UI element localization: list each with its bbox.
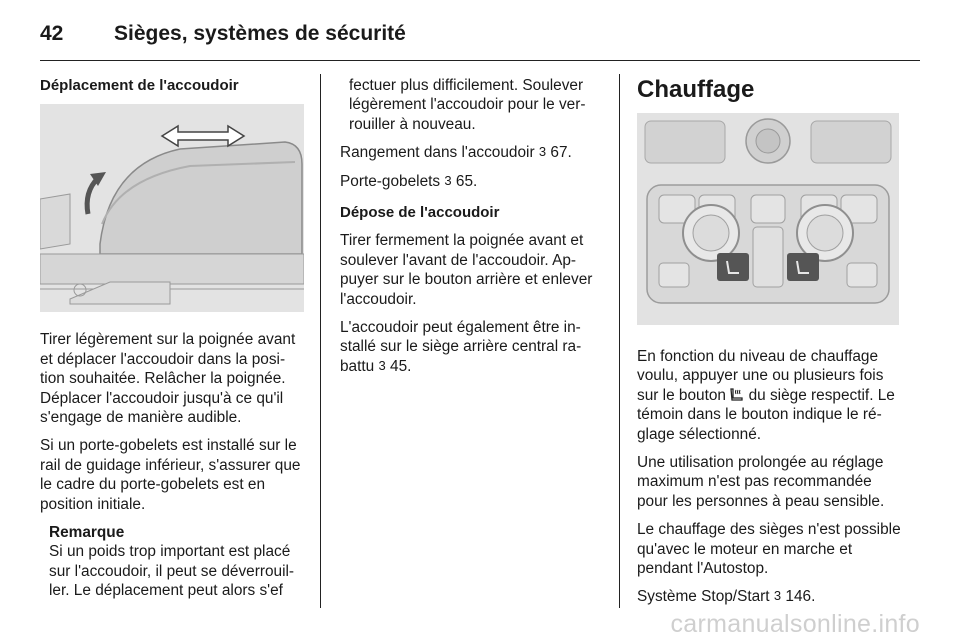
seat-heat-icon (730, 388, 744, 402)
page-header (40, 18, 920, 58)
reference-page: 65. (455, 172, 478, 190)
armrest-illustration (40, 104, 304, 312)
heating-paragraph-1 (637, 347, 903, 444)
note-text: Si un poids trop important est placé sur l'accoudoir, il peut se déverrouiller. Le déplacement peut alors s'ef (49, 543, 295, 600)
page-title: Sièges, systèmes de sécurité (114, 22, 406, 45)
heating-paragraph-1-text-a: En fonction du niveau de chauffage voulu, appuyer une ou plusieurs fois sur le bouton (637, 348, 884, 404)
note-title: Remarque (49, 524, 125, 542)
reference-storage (340, 143, 606, 162)
page-ref-icon: 3 (378, 357, 386, 373)
heater-panel-illustration (637, 113, 899, 325)
header-divider (40, 60, 920, 61)
page-ref-icon: 3 (773, 588, 782, 604)
reference-stop-start (637, 587, 903, 606)
reference-text: Système Stop/Start (637, 588, 770, 606)
heating-paragraph-3: Le chauffage des sièges n'est possible qu'avec le moteur en marche et pendant l'Autostop. (637, 521, 901, 578)
watermark: carmanualsonline.info (670, 610, 920, 638)
note-block (40, 523, 304, 601)
column-divider-2 (619, 74, 620, 608)
removal-paragraph-1: Tirer fermement la poignée avant et soulever l'avant de l'accoudoir. Appuyer sur le bouton arrière et enlever l'accoudoir. (340, 232, 593, 308)
armrest-paragraph-1: Tirer légèrement sur la poignée avant et déplacer l'accoudoir dans la position souhaitée. Relâcher la poignée. Déplacer l'accoudoir jusqu'à ce qu'il s'engage de manière audible. (40, 331, 296, 427)
column-3 (637, 76, 903, 616)
armrest-paragraph-2: Si un porte-gobelets est installé sur le rail de guidage inférieur, s'assurer que le cadre du porte-gobelets est en position initiale. (40, 437, 301, 513)
reference-cupholders (340, 172, 606, 191)
removal-paragraph-2 (340, 318, 606, 376)
reference-page: 67. (550, 144, 572, 162)
reference-page: 146. (785, 588, 816, 606)
removal-paragraph-2-text: L'accoudoir peut également être installé sur le siège arrière central rabattu (340, 319, 582, 375)
column-1 (40, 76, 304, 601)
reference-text: Rangement dans l'accoudoir (340, 144, 535, 162)
heating-paragraph-1-text-b: du siège respectif. Le témoin dans le bouton indique le réglage sélectionné. (637, 386, 895, 443)
heating-paragraph-2: Une utilisation prolongée au réglage maximum n'est pas recommandée pour les personnes à peau sensible. (637, 454, 885, 510)
column-2 (340, 76, 606, 385)
section-heading-armrest: Déplacement de l'accoudoir (40, 77, 239, 94)
section-heading-heating: Chauffage (637, 76, 755, 103)
page-ref-icon: 3 (444, 172, 452, 188)
note-text-continued: fectuer plus difficilement. Soulever légèrement l'accoudoir pour le verrouiller à nouveau. (349, 77, 586, 133)
section-heading-removal: Dépose de l'accoudoir (340, 204, 500, 222)
page-number: 42 (40, 22, 64, 45)
reference-text: Porte-gobelets (340, 172, 441, 190)
page-ref-icon: 3 (538, 144, 547, 160)
reference-page: 45. (390, 357, 412, 375)
column-divider-1 (320, 74, 321, 608)
